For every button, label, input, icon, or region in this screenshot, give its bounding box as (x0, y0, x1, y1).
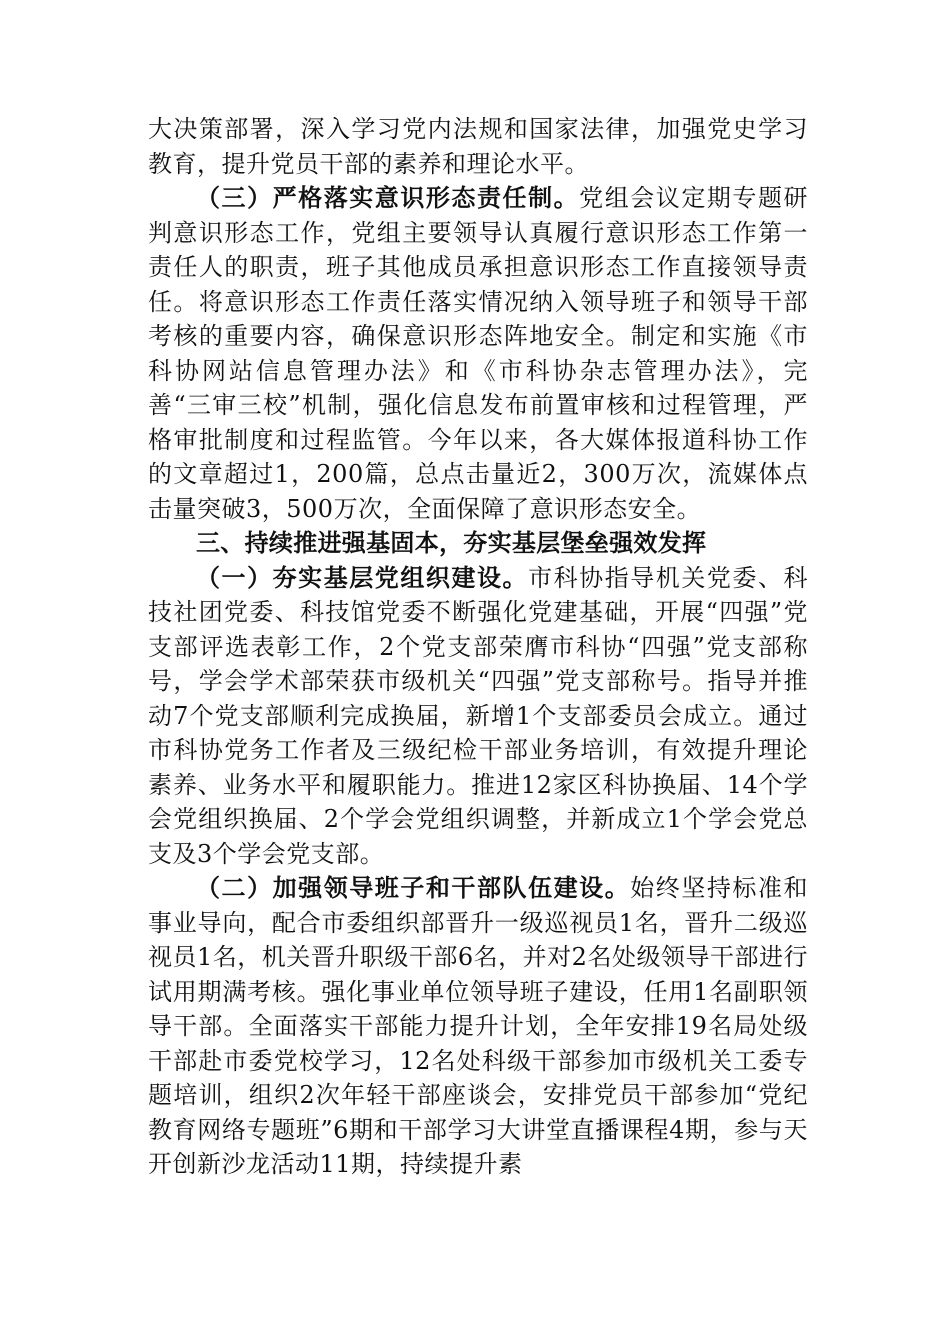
paragraph-ideology (148, 181, 808, 526)
paragraph-party-organization-lead: （一）夯实基层党组织建设。 (196, 562, 529, 592)
paragraph-leadership-lead: （二）加强领导班子和干部队伍建设。 (196, 873, 631, 902)
paragraph-ideology-lead: （三）严格落实意识形态责任制。 (196, 183, 580, 212)
paragraph-intro-text: 大决策部署，深入学习党内法规和国家法律，加强党史学习教育，提升党员干部的素养和理论水平。 (148, 115, 808, 178)
paragraph-leadership (148, 871, 808, 1182)
document-page (148, 112, 808, 1182)
section-heading-three: 三、持续推进强基固本，夯实基层堡垒强效发挥 (196, 529, 707, 557)
paragraph-party-organization-text: 市科协指导机关党委、科技社团党委、科技馆党委不断强化党建基础，开展“四强”党支部评选表彰工作，2个党支部荣膺市科协“四强”党支部称号，学会学术部荣获市级机关“四强”党支部称号。指导并推动7个党支部顺利完成换届，新增1个支部委员会成立。通过市科协党务工作者及三级纪检干部业务培训，有效提升理论素养、业务水平和履职能力。推进12家区科协换届、14个学会党组织换届、2个学会党组织调整，并新成立1个学会党总支及3个学会党支部。 (148, 563, 809, 868)
paragraph-intro (148, 112, 808, 181)
paragraph-leadership-text: 始终坚持标准和事业导向，配合市委组织部晋升一级巡视员1名，晋升二级巡视员1名，机关晋升职级干部6名，并对2名处级领导干部进行试用期满考核。强化事业单位领导班子建设，任用1名副职领导干部。全面落实干部能力提升计划，全年安排19名局处级干部赴市委党校学习，12名处科级干部参加市级机关工委专题培训，组织2次年轻干部座谈会，安排党员干部参加“党纪教育网络专题班”6期和干部学习大讲堂直播课程4期，参与天开创新沙龙活动11期，持续提升素 (148, 874, 809, 1178)
paragraph-ideology-text: 党组会议定期专题研判意识形态工作，党组主要领导认真履行意识形态工作第一责任人的职责，班子其他成员承担意识形态工作直接领导责任。将意识形态工作责任落实情况纳入领导班子和领导干部考核的重要内容，确保意识形态阵地安全。制定和实施《市科协网站信息管理办法》和《市科协杂志管理办法》，完善“三审三校”机制，强化信息发布前置审核和过程管理，严格审批制度和过程监管。今年以来，各大媒体报道科协工作的文章超过1，200篇，总点击量近2，300万次，流媒体点击量突破3，500万次，全面保障了意识形态安全。 (148, 184, 809, 523)
paragraph-party-organization (148, 561, 808, 872)
